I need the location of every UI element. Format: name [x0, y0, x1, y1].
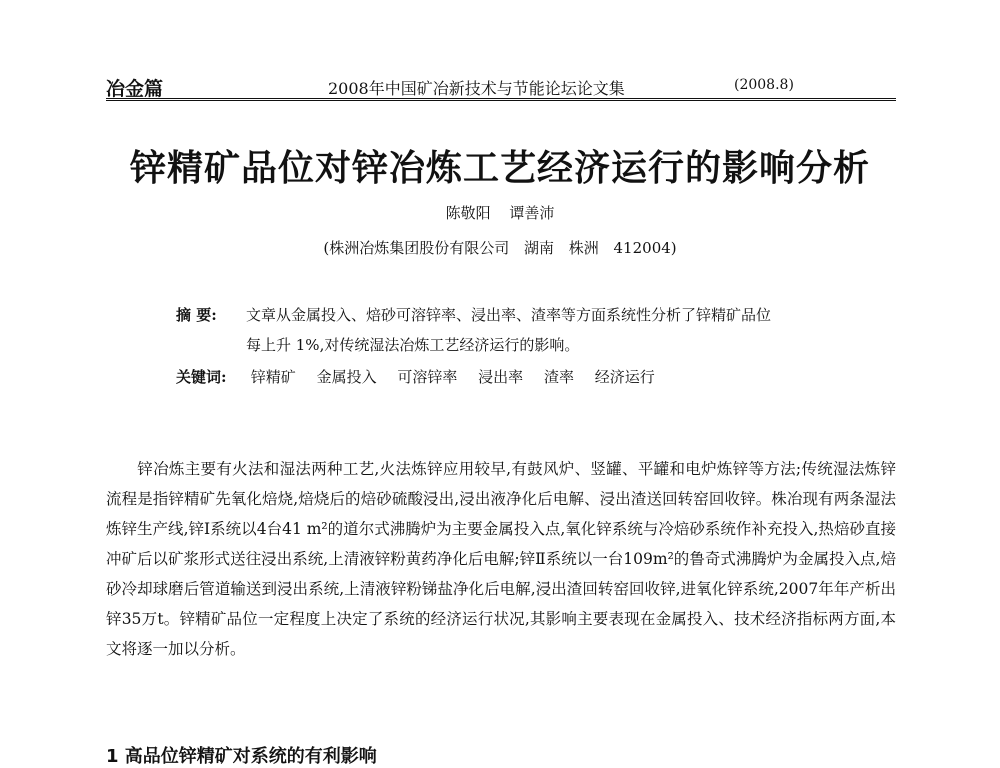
section-label: 冶金篇 [106, 78, 164, 100]
keyword: 可溶锌率 [397, 368, 458, 386]
abstract-text: 文章从金属投入、焙砂可溶锌率、浸出率、渣率等方面系统性分析了锌精矿品位 [246, 306, 772, 324]
abstract-text-continued: 每上升 1%,对传统湿法冶炼工艺经济运行的影响。 [246, 336, 580, 354]
publication-date: (2008.8) [734, 77, 794, 93]
keyword: 浸出率 [478, 368, 524, 386]
running-header [106, 68, 896, 101]
author-name: 陈敬阳 [445, 204, 491, 222]
journal-title: 2008年中国矿冶新技术与节能论坛论文集 [328, 79, 625, 98]
author-name: 谭善沛 [509, 204, 555, 222]
section-heading: 1 高品位锌精矿对系统的有利影响 [106, 746, 377, 767]
keyword: 渣率 [543, 368, 574, 386]
keywords-label: 关键词: [176, 368, 227, 386]
keyword: 锌精矿 [250, 368, 296, 386]
keyword: 金属投入 [316, 368, 377, 386]
paper-title: 锌精矿品位对锌冶炼工艺经济运行的影响分析 [129, 148, 870, 189]
body-paragraph-text: 锌冶炼主要有火法和湿法两种工艺,火法炼锌应用较早,有鼓风炉、竖罐、平罐和电炉炼锌等方法;传统湿法炼锌流程是指锌精矿先氧化焙烧,焙烧后的焙砂硫酸浸出,浸出液净化后电解、浸出渣送回转窑回收锌。株冶现有两条湿法炼锌生产线,锌Ⅰ系统以4台41 m²的道尔式沸腾炉为主要金属投入点,氧化锌系统与冷焙砂系统作补充投入,热焙砂直接冲矿后以矿浆形式送往浸出系统,上清液锌粉黄药净化后电解;锌Ⅱ系统以一台109m²的鲁奇式沸腾炉为金属投入点,焙砂冷却球磨后管道输送到浸出系统,上清液锌粉锑盐净化后电解,浸出渣回转窑回收锌,进氧化锌系统,2007年年产析出锌35万t。锌精矿品位一定程度上决定了系统的经济运行状况,其影响主要表现在金属投入、技术经济指标两方面,本文将逐一加以分析。 [106, 460, 896, 658]
author-list [0, 202, 1000, 223]
abstract-label: 摘 要: [176, 306, 217, 324]
abstract [176, 300, 886, 360]
keywords [176, 362, 886, 392]
keyword: 经济运行 [594, 368, 655, 386]
affiliation: (株洲冶炼集团股份有限公司 湖南 株洲 412004) [323, 239, 677, 257]
body-paragraph [106, 454, 896, 664]
